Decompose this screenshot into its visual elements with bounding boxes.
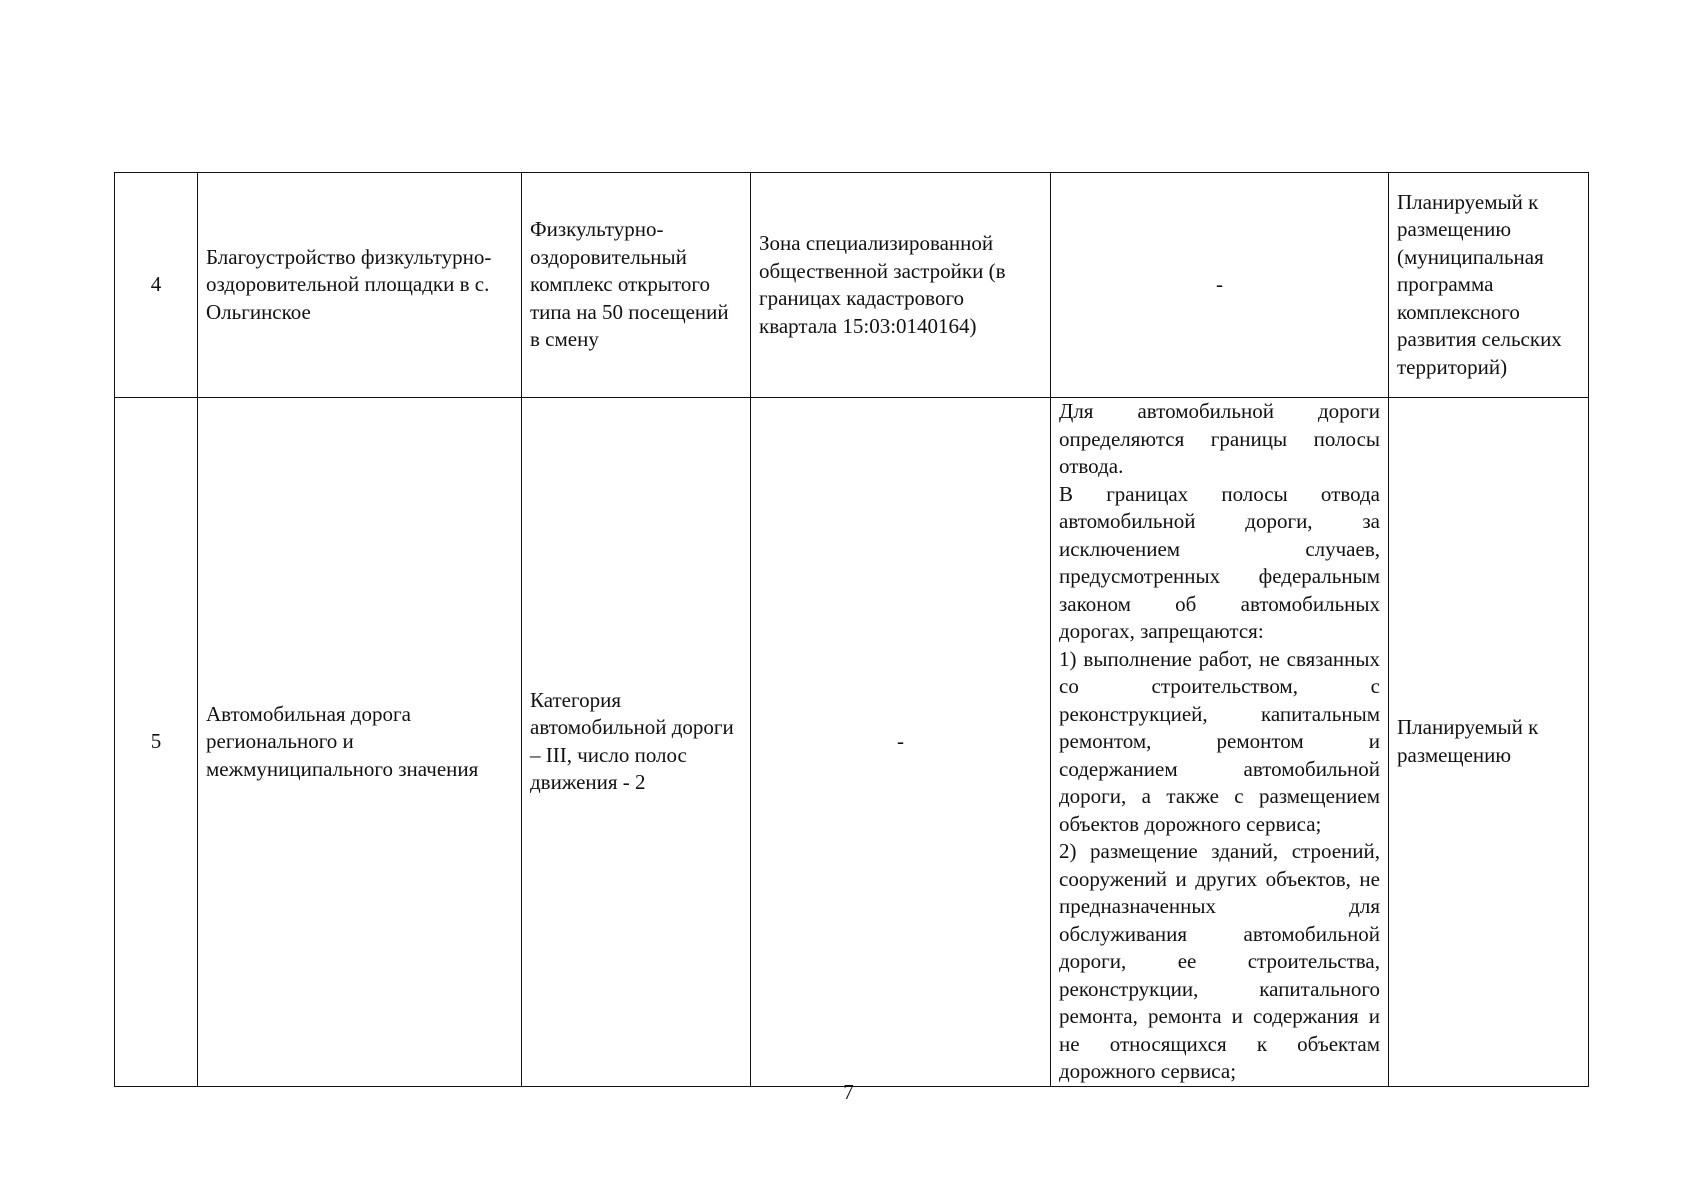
zone-notes <box>1051 398 1389 1087</box>
notes-paragraph: 2) размещение зданий, строений, сооружений и других объектов, не предназначенных для обслуживания автомобильной дороги, ее строительства, реконструкции, капитального ремонта, ремонта и содержания и не относящихся к объектам дорожного сервиса; <box>1059 839 1380 1083</box>
object-characteristics: Категория автомобильной дороги – III, число полос движения - 2 <box>522 398 751 1087</box>
page-number: 7 <box>843 1080 854 1104</box>
notes-paragraph: В границах полосы отвода автомобильной дороги, за исключением случаев, предусмотренных федеральным законом об автомобильных дорогах, запрещаются: <box>1059 481 1380 643</box>
notes-paragraph: 1) выполнение работ, не связанных со строительством, с реконструкцией, капитальным ремонтом, ремонтом и содержанием автомобильной дороги, а также с размещением объектов дорожного сервиса; <box>1059 646 1380 836</box>
object-location: - <box>751 398 1051 1087</box>
object-characteristics: Физкультурно-оздоровительный комплекс открытого типа на 50 посещений в смену <box>522 173 751 398</box>
object-name: Благоустройство физкультурно-оздоровительной площадки в с. Ольгинское <box>198 173 522 398</box>
object-status: Планируемый к размещению (муниципальная программа комплексного развития сельских территорий) <box>1389 173 1589 398</box>
object-location: Зона специализированной общественной застройки (в границах кадастрового квартала 15:03:0140164) <box>751 173 1051 398</box>
zone-notes: - <box>1051 173 1389 398</box>
table-row <box>115 173 1589 398</box>
table-row <box>115 398 1589 1087</box>
row-number: 4 <box>115 173 198 398</box>
object-status: Планируемый к размещению <box>1389 398 1589 1087</box>
object-name: Автомобильная дорога регионального и межмуниципального значения <box>198 398 522 1087</box>
objects-table <box>114 172 1589 1087</box>
row-number: 5 <box>115 398 198 1087</box>
notes-paragraph: Для автомобильной дороги определяются границы полосы отвода. <box>1059 399 1380 478</box>
